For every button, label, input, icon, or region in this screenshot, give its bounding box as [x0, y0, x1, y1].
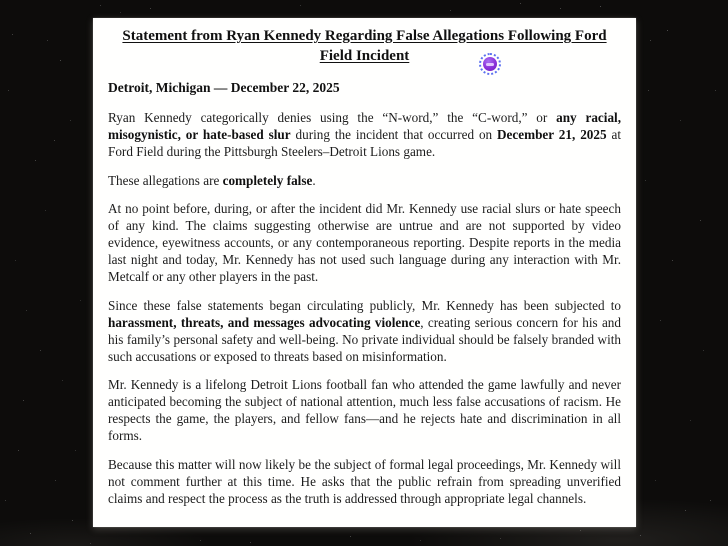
statement-paragraph: Ryan Kennedy categorically denies using the “N-word,” the “C-word,” or any racial, misogynistic, or hate-based slur during the incident that occurred on December 21, 2025 at Ford Field during the Pittsburgh Steelers–Detroit Lions game.: [108, 110, 621, 159]
statement-paragraph: These allegations are completely false.: [108, 172, 316, 188]
comment-annotation-glyph: [486, 63, 494, 66]
document-dateline: Detroit, Michigan — December 22, 2025: [108, 80, 340, 95]
document-title: Statement from Ryan Kennedy Regarding False Allegations Following Ford Field Incident: [122, 28, 607, 64]
background-noise-texture: [0, 0, 1, 1]
statement-paragraph: Mr. Kennedy is a lifelong Detroit Lions football fan who attended the game lawfully and never anticipated becoming the subject of national attention, much less false accusations of racism. He respects the game, the players, and fellow fans—and he rejects hate and discrimination in all forms.: [108, 377, 621, 443]
statement-body: [108, 109, 621, 507]
statement-paragraph: At no point before, during, or after the incident did Mr. Kennedy use racial slurs or hate speech of any kind. The claims suggesting otherwise are untrue and are not supported by video evidence, eyewitness accounts, or any contemporaneous reporting. Despite reports in the media last night and today, Mr. Kennedy has not used such language during any interaction with Mr. Metcalf or any other players in the past.: [108, 201, 621, 284]
statement-paragraph: Because this matter will now likely be the subject of formal legal proceedings, Mr. Kennedy will not comment further at this time. He asks that the public refrain from spreading unverified claims and respect the process as the truth is addressed through appropriate legal channels.: [108, 456, 621, 506]
statement-document: [93, 18, 636, 527]
statement-paragraph: Since these false statements began circulating publicly, Mr. Kennedy has been subjected to harassment, threats, and messages advocating violence, creating serious concern for his and his family’s personal safety and well-being. No private individual should be falsely branded with such accusations or exposed to threats based on misinformation.: [108, 297, 621, 364]
comment-annotation-icon[interactable]: [483, 57, 497, 71]
